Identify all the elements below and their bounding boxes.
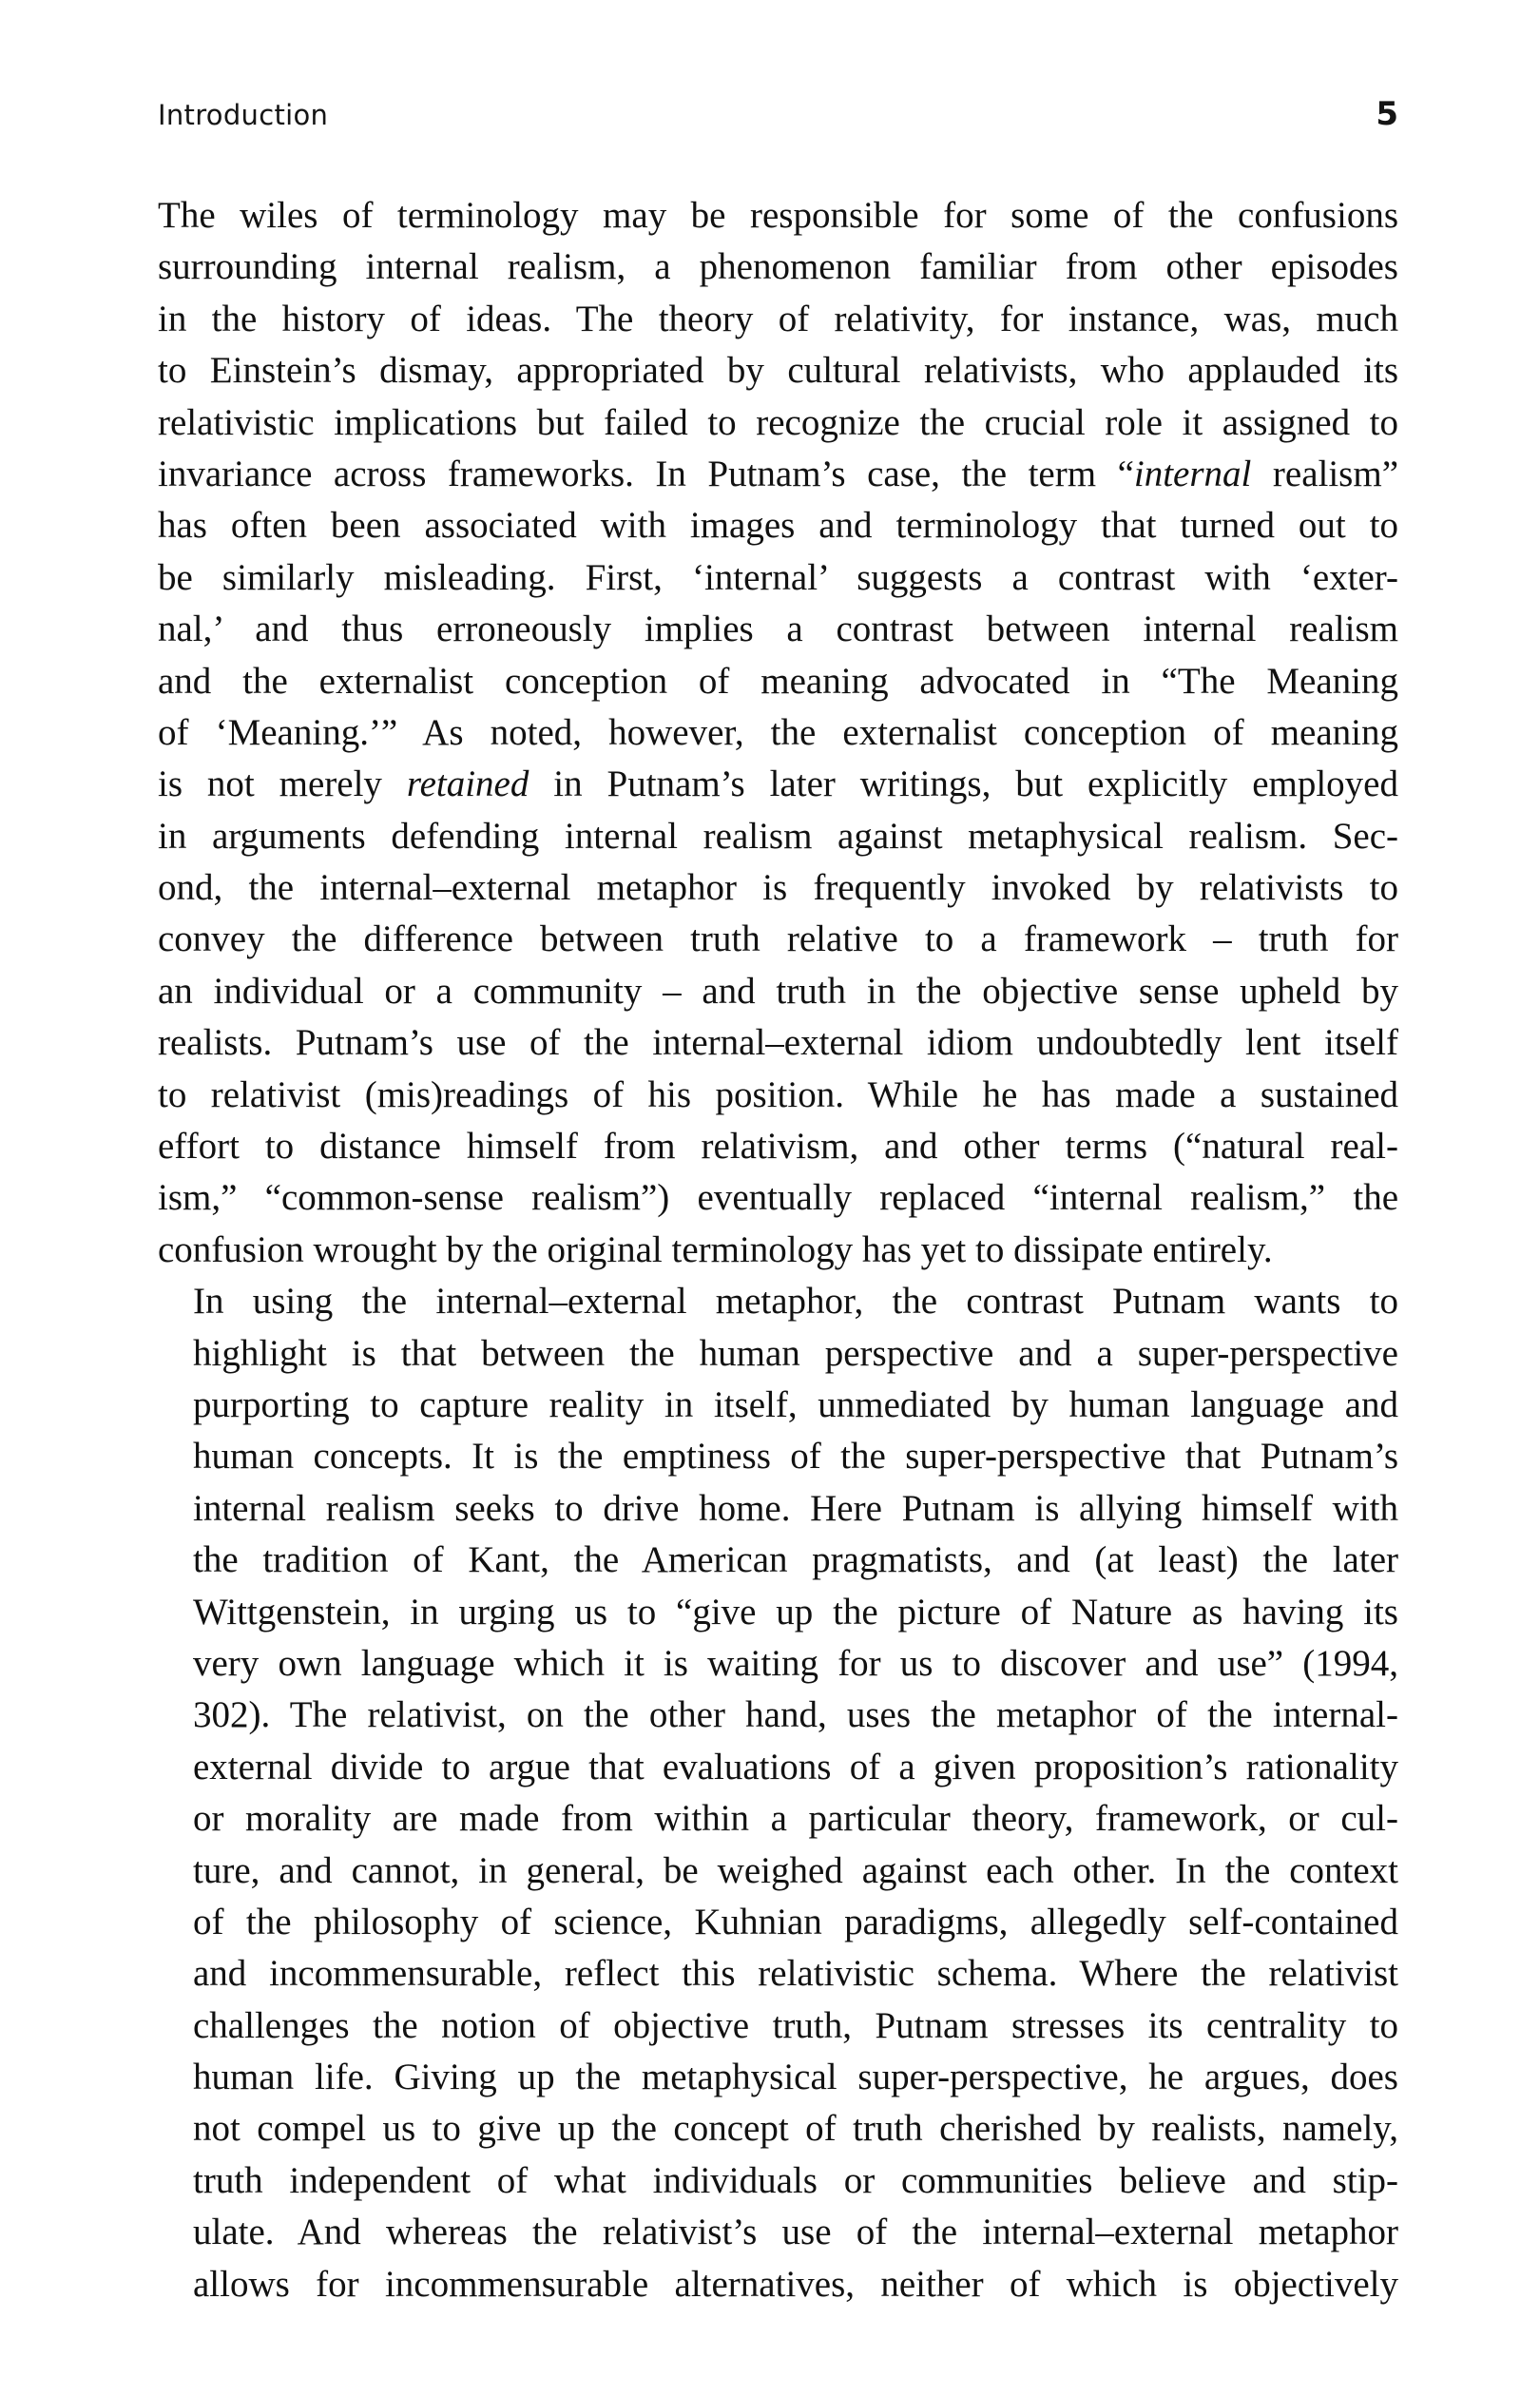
text-line: allows for incommensurable alternatives, neither of which is objectively [193,2263,1398,2305]
paragraph [158,190,1398,1276]
text-line: is not merely retained in Putnam’s later writings, but explicitly employed [158,763,1398,805]
text-line: confusion wrought by the original terminology has yet to dissipate entirely. [158,1228,1273,1270]
text-line: nal,’ and thus erroneously implies a contrast between internal realism [158,609,1398,650]
text-line: human concepts. It is the emptiness of the super-perspective that Putnam’s [193,1436,1398,1478]
text-line: of ‘Meaning.’” As noted, however, the externalist conception of meaning [158,711,1398,753]
body-text [158,190,1398,2310]
text-line: ture, and cannot, in general, be weighed against each other. In the context [193,1849,1398,1891]
text-line: ism,” “common-sense realism”) eventually replaced “internal realism,” the [158,1177,1398,1219]
page-number: 5 [1376,95,1398,133]
text-line: in arguments defending internal realism against metaphysical realism. Sec- [158,815,1398,857]
text-line: internal realism seeks to drive home. Here Putnam is allying himself with [193,1487,1398,1529]
text-line: or morality are made from within a particular theory, framework, or cul- [193,1798,1398,1840]
text-line: very own language which it is waiting for us to discover and use” (1994, [193,1642,1398,1684]
text-line: Wittgenstein, in urging us to “give up the picture of Nature as having its [193,1591,1398,1633]
chapter-title: Introduction [158,99,329,131]
text-line: realists. Putnam’s use of the internal–external idiom undoubtedly lent itself [158,1022,1398,1064]
text-line: convey the difference between truth relative to a framework – truth for [158,918,1398,960]
text-line: to relativist (mis)readings of his position. While he has made a sustained [158,1073,1398,1115]
paragraph [158,1276,1398,2310]
text-line: human life. Giving up the metaphysical super-perspective, he argues, does [193,2057,1398,2098]
text-line: purporting to capture reality in itself, unmediated by human language and [193,1383,1398,1425]
text-line: surrounding internal realism, a phenomenon familiar from other episodes [158,246,1398,288]
text-line: to Einstein’s dismay, appropriated by cultural relativists, who applauded its [158,350,1398,392]
text-line: and the externalist conception of meaning advocated in “The Meaning [158,660,1398,702]
text-line: be similarly misleading. First, ‘internal’ suggests a contrast with ‘exter- [158,556,1398,598]
text-line: ond, the internal–external metaphor is frequently invoked by relativists to [158,867,1398,909]
text-line: an individual or a community – and truth in the objective sense upheld by [158,970,1398,1012]
text-line: and incommensurable, reflect this relativistic schema. Where the relativist [193,1953,1398,1995]
text-line: has often been associated with images and terminology that turned out to [158,505,1398,547]
text-line: In using the internal–external metaphor, the contrast Putnam wants to [193,1281,1398,1323]
text-line: the tradition of Kant, the American pragmatists, and (at least) the later [193,1539,1398,1581]
running-head [158,95,1398,141]
text-line: external divide to argue that evaluations of a given proposition’s rationality [193,1746,1398,1787]
text-line: The wiles of terminology may be responsible for some of the confusions [158,195,1398,236]
text-line: invariance across frameworks. In Putnam’s case, the term “internal realism” [158,453,1398,494]
text-line: of the philosophy of science, Kuhnian paradigms, allegedly self-contained [193,1901,1398,1942]
text-line: truth independent of what individuals or communities believe and stip- [193,2159,1398,2201]
text-line: in the history of ideas. The theory of relativity, for instance, was, much [158,298,1398,339]
text-line: challenges the notion of objective truth, Putnam stresses its centrality to [193,2004,1398,2046]
text-line: 302). The relativist, on the other hand, uses the metaphor of the internal- [193,1694,1398,1736]
text-line: not compel us to give up the concept of truth cherished by realists, namely, [193,2108,1398,2150]
text-line: highlight is that between the human perspective and a super-perspective [193,1332,1398,1374]
text-line: relativistic implications but failed to recognize the crucial role it assigned to [158,401,1398,443]
text-line: ulate. And whereas the relativist’s use of the internal–external metaphor [193,2212,1398,2253]
text-line: effort to distance himself from relativism, and other terms (“natural real- [158,1126,1398,1168]
